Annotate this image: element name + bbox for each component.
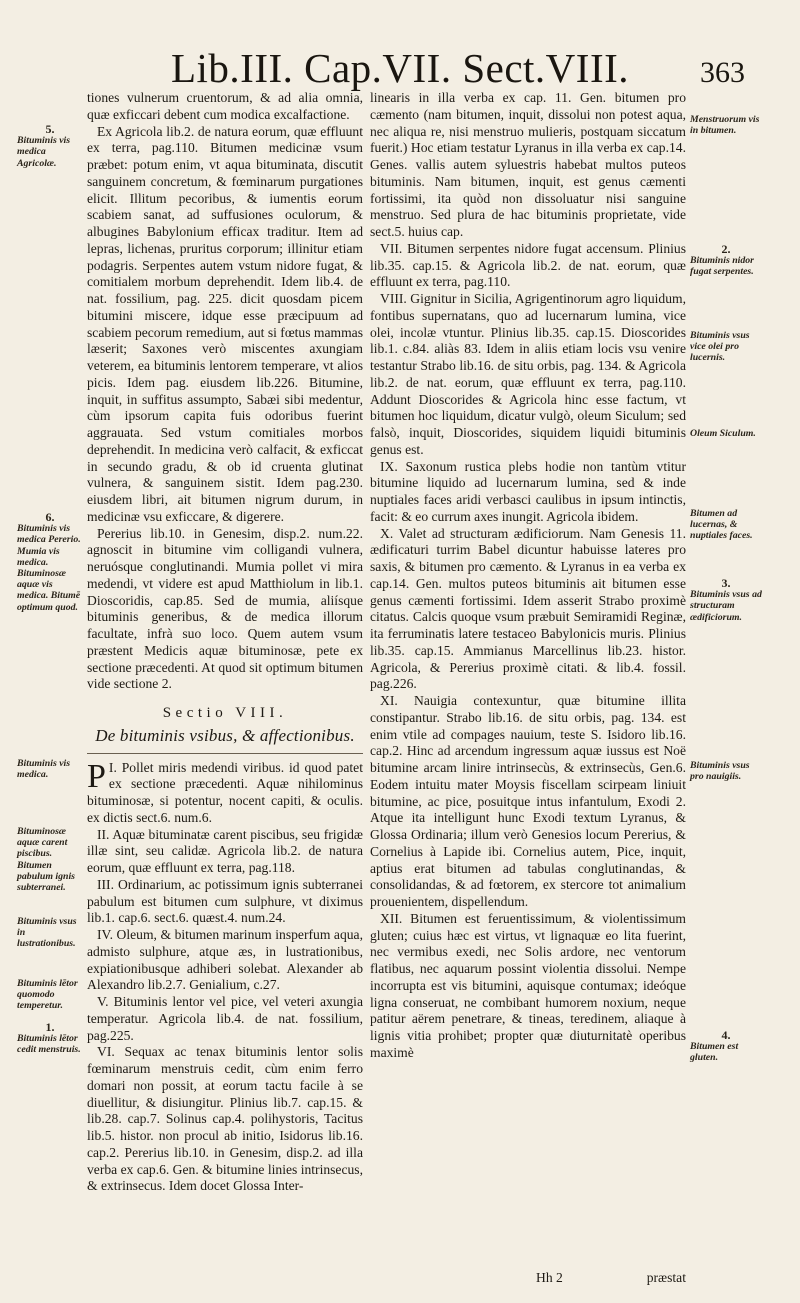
paragraph: XII. Bitumen est feruentissimum, & violentissimum gluten; cuius hæc est virtus, vt lignaquæ eo lita fuerint, nec vermibus exedi, nec Solis ardore, nec ventorum flatibus, nec aquarum possint violentia dissolui. Nempe incorrupta est vis bitumini, aquisque contumax; ideóque ligna conseruat, ne combibant humorem noxium, neque patitur aërem penetrare, & tineas, teredinem, aliaque à lignis vitia prohibet; propter quæ diuturnitatè operibus maximè [370, 910, 686, 1060]
page-number: 363 [700, 56, 745, 89]
paragraph: VIII. Gignitur in Sicilia, Agrigentinorum agro liquidum, fontibus supernatans, quo ad lucernarum lumina, vice olei, incolæ vtuntur. Plinius lib.35. cap.15. Dioscorides lib.1. c.84. aliàs 83. Idem in aliis etiam locis vsu venire testantur Strabo lib.16. de situ orbis, pag. 134. & Agricola lib.2. de nat. eorum, quæ effluunt ex terra, pag.110. Addunt Dioscorides & Agricola hinc esse factum, vt bitumen hoc liquidum, dicatur vulgò, oleum Siculum; sed falsò, inquit, Dioscorides, siquidem liquidi bituminis genus est. [370, 291, 686, 457]
margin-note [17, 916, 83, 950]
margin-number: 5. [45, 122, 55, 136]
margin-note-text: Bituminis vis medica. [17, 758, 71, 781]
margin-note-text: Bituminis vsus pro nauigiis. [690, 760, 750, 783]
margin-note [17, 512, 83, 613]
margin-number: 4. [721, 1028, 731, 1042]
margin-note [690, 330, 762, 364]
margin-note-text: Bitumen est gluten. [690, 1041, 739, 1064]
margin-note-text: Bituminis vsus vice olei pro lucernis. [690, 330, 750, 364]
margin-number: 1. [45, 1020, 55, 1034]
margin-note-text: Bituminis vis medica Agricolæ. [17, 135, 71, 169]
margin-note [690, 244, 762, 278]
margin-number: 3. [721, 576, 731, 590]
paragraph [87, 757, 363, 827]
margin-note-text: Bitumen ad lucernas, & nuptiales faces. [690, 508, 753, 542]
paragraph: tiones vulnerum cruentorum, & ad alia omnia, quæ exficcari debent cum modica excalfactione. [87, 90, 363, 122]
paragraph: IX. Saxonum rustica plebs hodie non tantùm vtitur bitumine liquido ad lucernarum lumina, sed & inde nuptiales faces aridi verbasci caulibus in ipsum intinctis, facit: & eo currum axes inungit. Agricola ibidem. [370, 458, 686, 524]
margin-note-text: Bituminis lētor cedit menstruis. [17, 1033, 81, 1056]
margin-number: 6. [45, 510, 55, 524]
paragraph: X. Valet ad structuram ædificiorum. Nam Genesis 11. ædificaturi turrim Babel dicuntur habuisse lateres pro saxis, & bitumen pro cæmento. & Lyranus in ea verba ex cap.14. Gen. multos puteos bituminis ait bitumen esse genus cæmenti fortissimi. Idem asserit Strabo proximè citatus. Calcis quoque vsum præbuit Semiramidi Reginæ, ita ferruminatis latere testaceo Babylonicis muris. Plinius lib.35. cap.15. Ammianus Marcellinus lib.23. histor. Agricola, & Pererius proximè citati. & lib.4. fossil. pag.226. [370, 525, 686, 692]
running-head: Lib.III. Cap.VII. Sect.VIII. [170, 45, 629, 91]
margin-note-text: Bituminis vis medica Pererio. Mumia vis medica. Bituminosæ aquæ vis medica. Bitumē optimum quod. [17, 523, 81, 613]
margin-note-text: Menstruorum vis in bitumen. [690, 114, 760, 137]
margin-note [690, 508, 762, 542]
margin-note-text: Bituminis vsus in lustrationibus. [17, 916, 77, 950]
drop-cap: P [87, 757, 106, 795]
paragraph: III. Ordinarium, ac potissimum ignis subterranei pabulum est bitumen cum sulphure, vt diximus lib.1. cap.6. sect.6. quæst.4. num.24. [87, 876, 363, 926]
margin-note [690, 428, 762, 439]
margin-note [690, 760, 762, 782]
margin-note [17, 826, 83, 893]
margin-note [17, 978, 83, 1012]
paragraph: V. Bituminis lentor vel pice, vel veteri axungia temperatur. Agricola lib.4. de nat. fossilium, pag.225. [87, 994, 363, 1043]
section-heading: Sectio VIII. [162, 705, 288, 721]
paragraph: linearis in illa verba ex cap. 11. Gen. bitumen pro cæmento (nam bitumen, inquit, dissolui non potest aqua, nec aliqua re, nisi menstruo mulieris, postquam siccatum fuerit.) Hoc etiam testatur Lyranus in illa verba ex cap.14. Genes. vallis autem syluestris habebat multos puteos bituminis. Nam bitumen, inquit, est genus cæmenti fortissimi, ita quòd non dissoluatur nisi sanguine menstruo. Sed plura de hac bituminis proprietate, vide sect.5. huius cap. [370, 90, 686, 239]
section-subtitle: De bituminis vsibus, & affectionibus. [95, 725, 355, 745]
left-text-column [87, 90, 363, 1195]
catchword: præstat [646, 1270, 686, 1285]
paragraph: XI. Nauigia contexuntur, quæ bitumine illita constipantur. Strabo lib.16. de situ orbis, pag. 134. est enim vtile ad compages nauium, teste S. Isidoro lib.16. cap.2. Hinc ad arcendum ingressum aquæ iussus est Noë bitumine arcam linire intrinsecùs, & extrinsecùs, Gen.6. Eodem intuitu mater Moysis fiscellam scirpeam liniuit bitumine, ac pice, posuitque intus infantulum, Exodi 2. Atque ita intelligunt hunc Exodi textum Lyranus, & Glossa Ordinaria; illum verò Genesios locum Pererius, & Cornelius à Lapide ibi. Cornelius autem, Pice, inquit, aptius erat bitumen ad tabulas conglutinandas, & consolidandas, & ad fœtorem, ex stercore tot animalium prouenientem, dispellendum. [370, 693, 686, 909]
paragraph: Pererius lib.10. in Genesim, disp.2. num.22. agnoscit in bitumine vim colligandi vulnera, neruósque conglutinandi. Mumia pollet vi mira medendi, vt videre est apud Matthiolum in lib.1. Dioscoridis, cap.85. Sed de mumia, aliísque bituminis generibus, & de medica illorum facultate, infrà suo loco. Quem autem vsum præstent Medicis aquæ bituminosæ, pete ex sectione præcedenti. At quod sit optimum bitumen vide sectione 2. [87, 525, 363, 692]
paragraph-text: I. Pollet miris medendi viribus. id quod patet ex sectione præcedenti. Aquæ nihilominus bituminosæ, si potentur, nocent capiti, & oculis. ex dictis sect.6. num.6. [87, 759, 363, 825]
margin-note-text: Oleum Siculum. [690, 428, 756, 439]
margin-note [17, 1022, 83, 1056]
signature-mark: Hh 2 [536, 1270, 563, 1285]
margin-note [17, 124, 83, 169]
margin-note-text: Bituminis nidor fugat serpentes. [690, 255, 754, 278]
margin-note-text: Bituminis lētor quomodo temperetur. [17, 978, 78, 1012]
margin-number: 2. [721, 242, 731, 256]
paragraph: Ex Agricola lib.2. de natura eorum, quæ effluunt ex terra, pag.110. Bitumen medicinæ vsum præbet: potum enim, vt aqua bituminata, discutit sanguinem concretum, & fœminarum purgationes elicit. Illitum pecoribus, & iumentis eorum scabiem sanat, ad suffusiones oculorum, & albugines Babylonium efficax traditur. Item ad lepras, lichenas, pruritus corporum; illinitur etiam podagris. Serpentes autem vstum nidore fugat, & comitialem morbum deprehendit. Idem lib.4. de nat. fossilium, pag. 225. dicit quosdam picem bitumini miscere, idque esse præcipuum ad scabiem pecorum remedium, aut si fœtus mammas læserit; Saxones verò miscentes axungiam veterem, ea bituminis lentorem temperare, vt alios picis. Idem pag. eiusdem lib.226. Bitumine, inquit, in suffitus assumpto, Sabæi sibi medentur, cùm ipsorum capita fuis odoribus fuerint aggrauata. Sed vstum comitiales morbos deprehendit. In medicina verò calfacit, & exficcat in secundo gradu, & ob id cruenta glutinat vulnera, & sanguinem sistit. Idem pag.230. eiusdem libri, ait bitumen nigrum durum, in medicinæ vsu exficcare, & digerere. [87, 123, 363, 524]
margin-note [690, 578, 762, 623]
margin-note-text: Bituminis vsus ad structuram ædificiorum. [690, 589, 762, 623]
section-rule [87, 753, 363, 754]
paragraph: II. Aquæ bituminatæ carent piscibus, seu frigidæ illæ sint, seu calidæ. Agricola lib.2. de natura eorum, quæ effluunt ex terra, pag.118. [87, 826, 363, 875]
paragraph: VII. Bitumen serpentes nidore fugat accensum. Plinius lib.35. cap.15. & Agricola lib.2. de nat. eorum, quæ effluunt ex terra, pag.110. [370, 240, 686, 290]
paragraph: VI. Sequax ac tenax bituminis lentor solis fœminarum menstruis cedit, cùm enim ferro domari non possit, at eorum tactu facile à se diuellitur, & disiungitur. Plinius lib.7. cap.15. & lib.28. cap.7. Solinus cap.4. polihystoris, Tacitus lib.5. histor. non procul ab initio, Isidorus lib.16. cap.2. Pererius lib.10. in Genesim, disp.2. ad illa verba ex cap.6. Gen. & bitumine linies intrinsecus, & extrinsecus. Idem docet Glossa Inter- [87, 1044, 363, 1194]
margin-note-text: Bituminosæ aquæ carent piscibus. Bitumen pabulum ignis subterranei. [17, 826, 75, 894]
margin-note [690, 114, 762, 136]
paragraph: IV. Oleum, & bitumen marinum insperfum aqua, admisto sulphure, atque æs, in lustrationibus, expiationibusque adhiberi solebat. Alexander ab Alexandro lib.2.7. Genialium, c.27. [87, 927, 363, 993]
margin-note [17, 758, 83, 780]
right-text-column [370, 90, 686, 1062]
margin-note [690, 1030, 762, 1064]
